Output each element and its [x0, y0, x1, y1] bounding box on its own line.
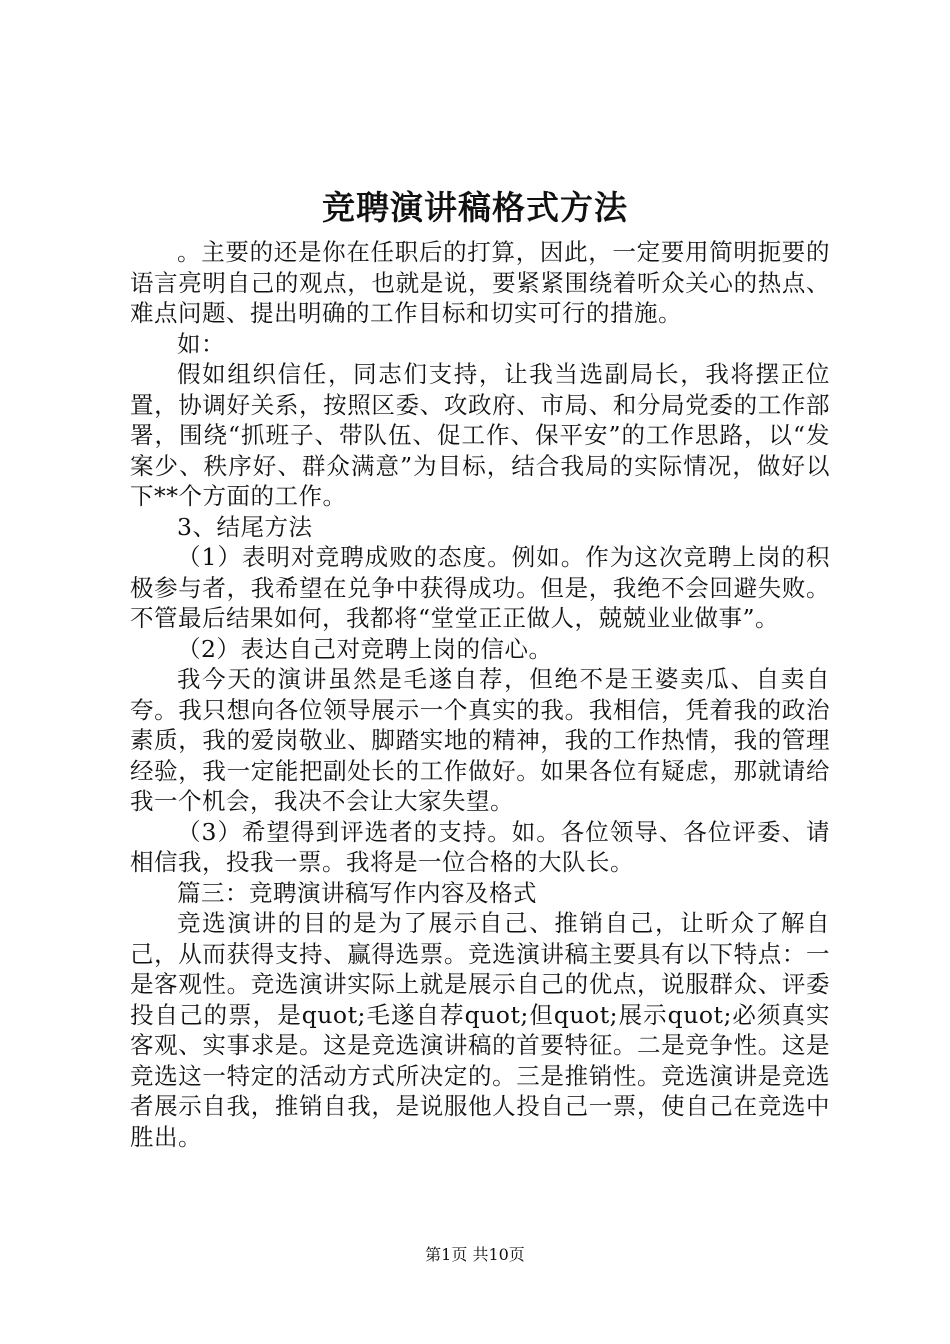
paragraph-10: 竞选演讲的目的是为了展示自己、推销自己，让昕众了解自己，从而获得支持、赢得选票。竞选演讲稿主要具有以下特点：一是客观性。竞选演讲实际上就是展示自己的优点，说服群众、评委投自己的票，是quot;毛遂自荐quot;但quot;展示quot;必须真实客观、实事求是。这是竞选演讲稿的首要特征。二是竞争性。这是竞选这一特定的活动方式所决定的。三是推销性。竞选演讲是竞选者展示自我，推销自我，是说服他人投自己一票，使自己在竞选中胜出。: [130, 909, 830, 1151]
paragraph-2: 如：: [177, 329, 225, 358]
paragraph-3: 假如组织信任，同志们支持，让我当选副局长，我将摆正位置，协调好关系，按照区委、攻政府、市局、和分局党委的工作部署，围绕“抓班子、带队伍、促工作、保平安”的工作思路，以“发案少、秩序好、群众满意”为目标，结合我局的实际情况，做好以下**个方面的工作。: [130, 360, 830, 510]
section-heading-part-three: 篇三：竞聘演讲稿写作内容及格式: [177, 878, 537, 907]
paragraph-8: （3）希望得到评选者的支持。如。各位领导、各位评委、请相信我，投我一票。我将是一位合格的大队长。: [130, 817, 830, 876]
page-number-footer: 第1页 共10页: [425, 1245, 525, 1264]
paragraph-6: （2）表达自己对竞聘上岗的信心。: [177, 634, 553, 663]
paragraph-1: 。主要的还是你在任职后的打算，因此，一定要用简明扼要的语言亮明自己的观点，也就是说，要紧紧围绕着听众关心的热点、难点问题、提出明确的工作目标和切实可行的措施。: [130, 238, 830, 327]
document-title: 竞聘演讲稿格式方法: [322, 188, 628, 227]
document-body: [130, 237, 830, 1152]
paragraph-7: 我今天的演讲虽然是毛遂自荐，但绝不是王婆卖瓜、自卖自夸。我只想向各位领导展示一个真实的我。我相信，凭着我的政治素质，我的爱岗敬业、脚踏实地的精神，我的工作热情，我的管理经验，我一定能把副处长的工作做好。如果各位有疑虑，那就请给我一个机会，我决不会让大家失望。: [130, 665, 830, 815]
section-heading-ending-methods: 3、结尾方法: [177, 512, 313, 541]
paragraph-5: （1）表明对竞聘成败的态度。例如。作为这次竞聘上岗的积极参与者，我希望在兑争中获得成功。但是，我绝不会回避失败。不管最后结果如何，我都将“堂堂正正做人，兢兢业业做事”。: [130, 543, 830, 632]
